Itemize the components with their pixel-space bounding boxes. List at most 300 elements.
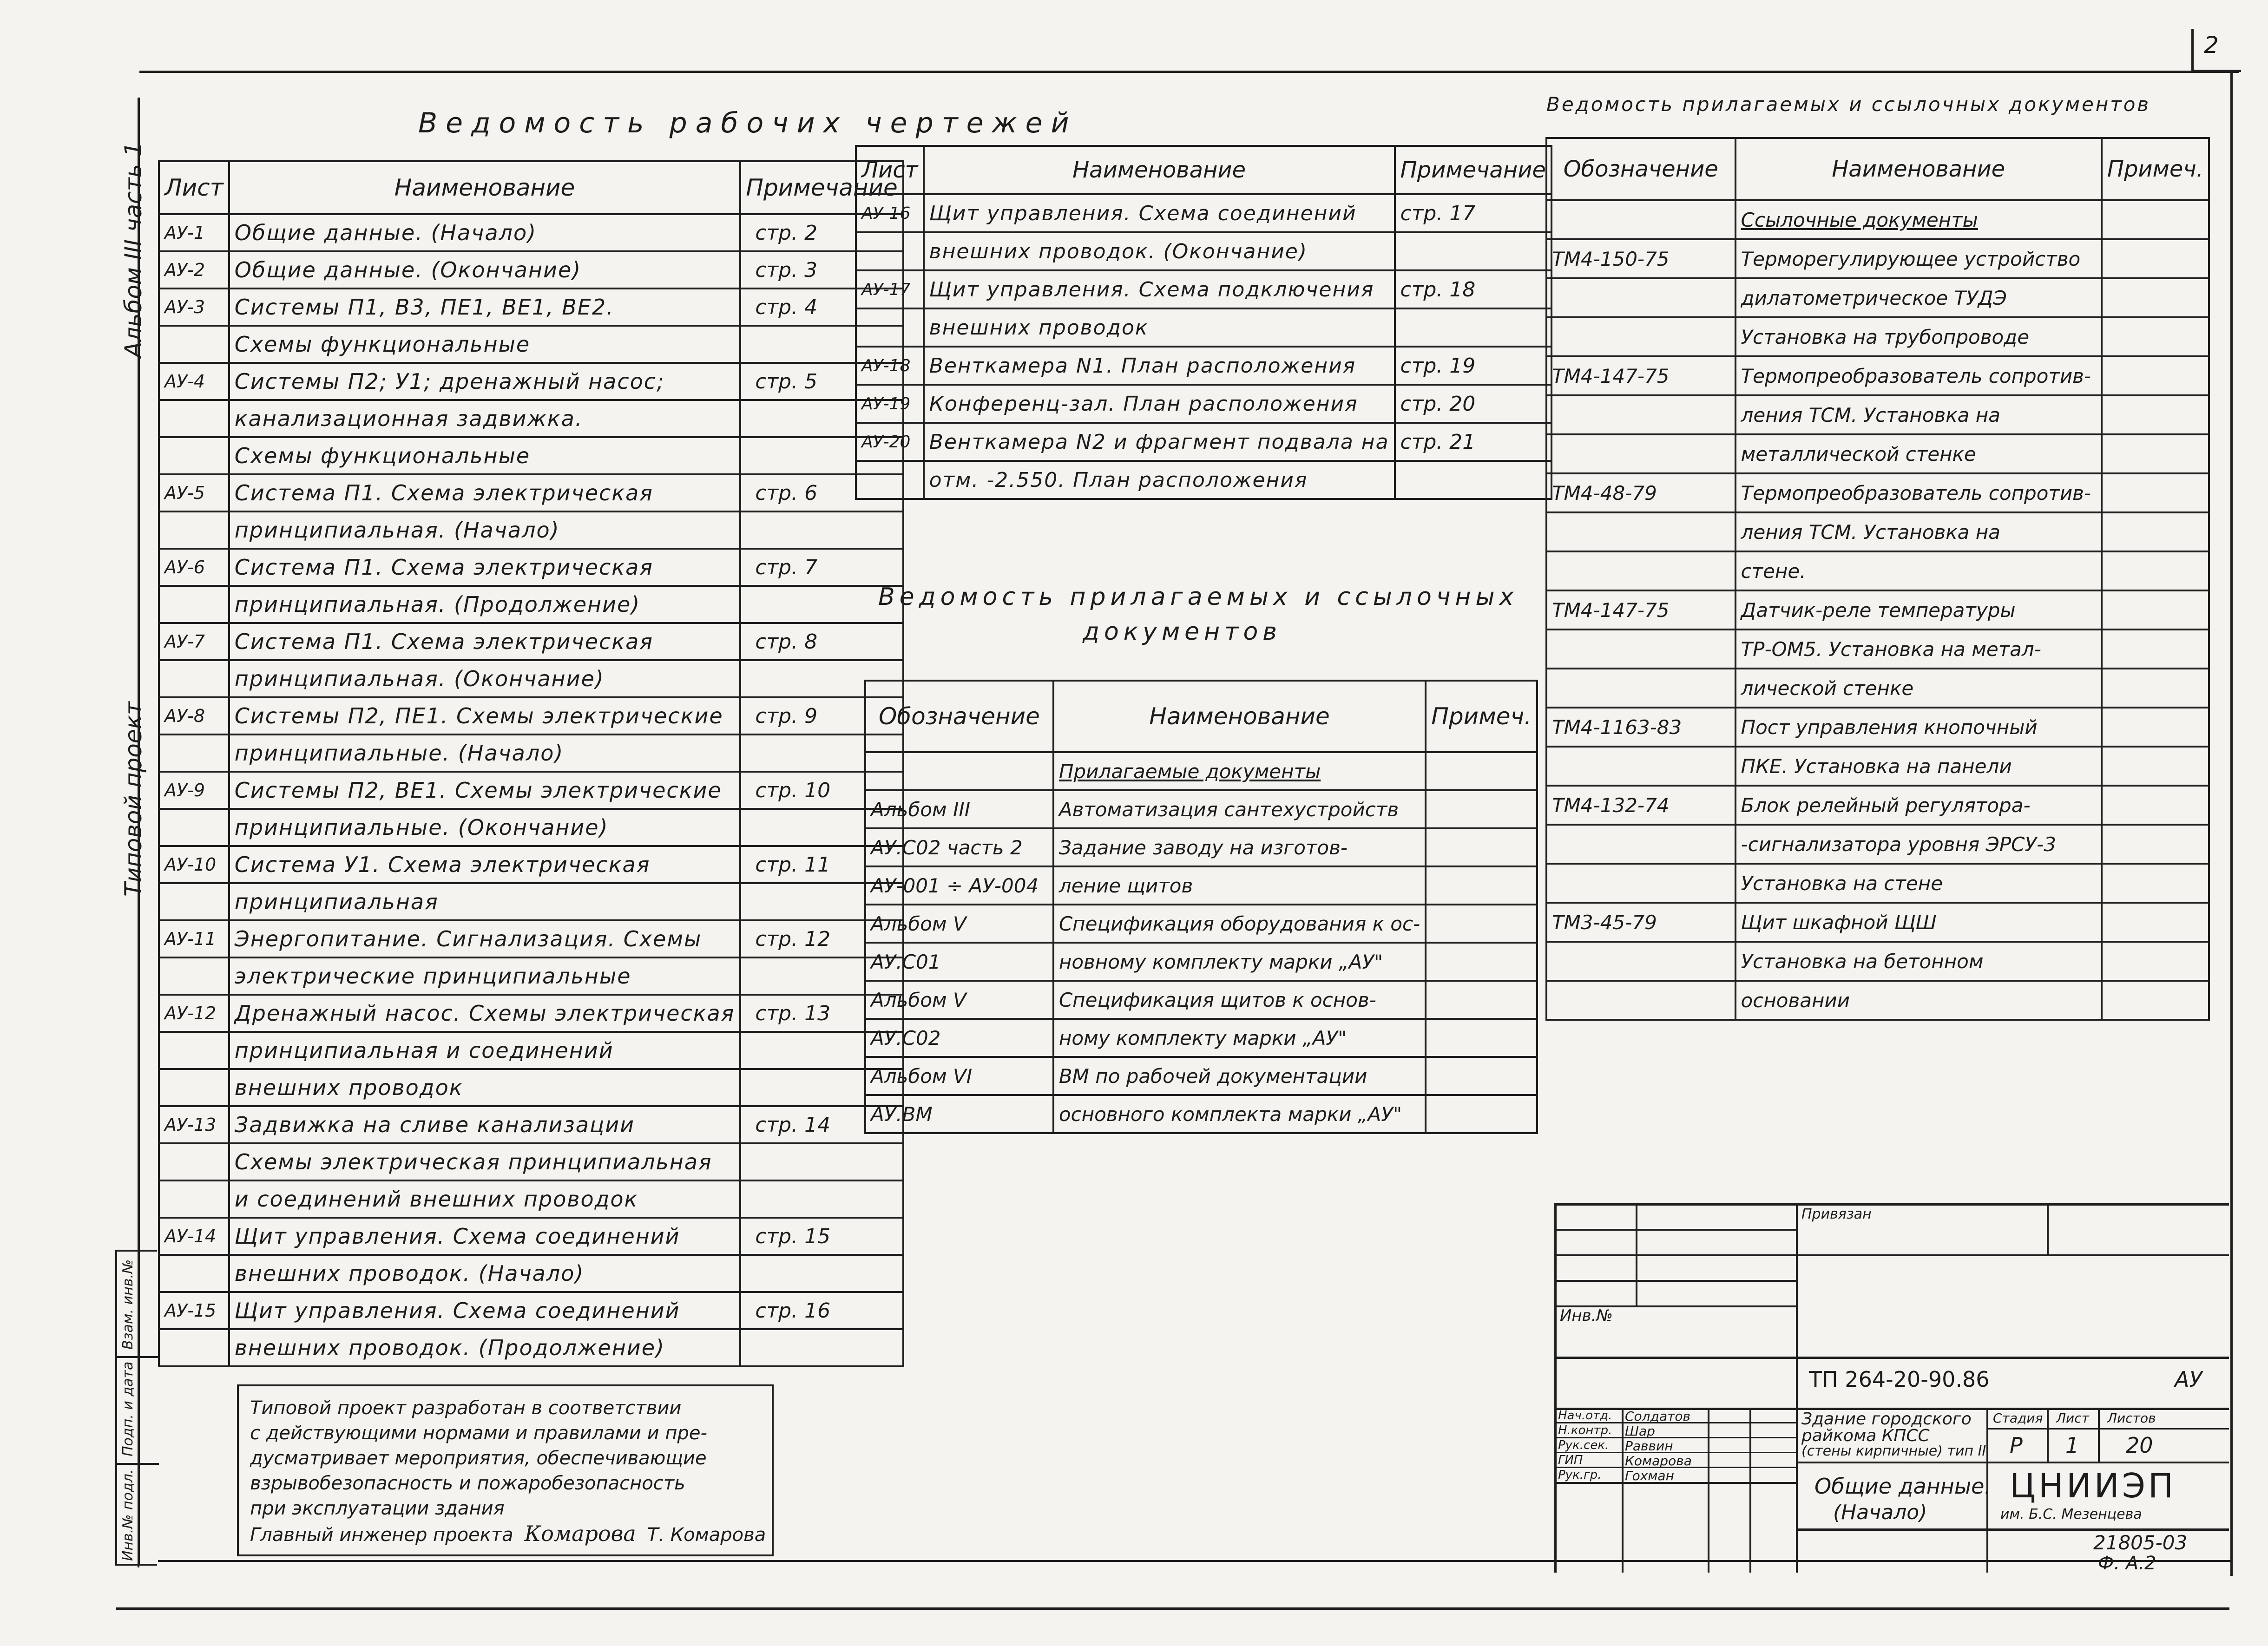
note-cell [2102,747,2209,786]
name-cell: Общие данные. (Начало) [229,214,741,251]
sheet-cell: АУ-6 [159,549,229,586]
name-cell: Дренажный насос. Схемы электрическая [229,995,741,1032]
note-cell [740,586,903,623]
sheet-cell: АУ-19 [856,385,924,423]
sheet-cell: АУ-2 [159,251,229,289]
note-line: дусматривает мероприятия, обеспечивающие [250,1448,707,1469]
drawings-title: Ведомость рабочих чертежей [418,107,1078,139]
role-gip: ГИП [1558,1453,1583,1467]
note-cell [1426,1057,1537,1095]
side-strip-replace: Взам. инв.№ [120,1259,136,1350]
note-cell [2102,278,2209,317]
note-cell [1426,866,1537,905]
col-note: Примеч. [1426,681,1537,752]
name-cell: Системы П2; У1; дренажный насос; [229,363,741,400]
table-row [1546,551,2209,590]
name-cell: внешних проводок [924,308,1395,347]
table-row [1546,512,2209,551]
note-cell [1426,1019,1537,1057]
table-row [159,437,903,474]
note-cell [2102,200,2209,239]
name-cell: ления ТСМ. Установка на [1736,395,2102,434]
note-line: при эксплуатации здания [250,1498,505,1519]
table-row [159,957,903,995]
code-cell [1546,669,1736,708]
table-row [159,1218,903,1255]
name-cell: Прилагаемые документы [1053,752,1426,790]
name-cell: металлической стенке [1736,434,2102,473]
note-cell [740,1329,903,1366]
code-cell [1546,630,1736,669]
sheet-cell: АУ-15 [159,1292,229,1329]
note-cell [740,1143,903,1180]
table-row [1546,473,2209,512]
name-cell: Система П1. Схема электрическая [229,549,741,586]
code-cell [1546,317,1736,356]
attached-docs-table [864,680,1538,1134]
name-cell: Щит управления. Схема соединений [229,1218,741,1255]
table-row [159,289,903,326]
note-cell [1395,461,1551,499]
table-row [159,623,903,660]
name-cell: Щит управления. Схема подключения [924,270,1395,308]
note-cell [2102,786,2209,825]
stage-label: Стадия [1993,1410,2043,1426]
project-note [237,1384,774,1556]
sheet-cell [159,1069,229,1106]
table-row [865,828,1537,866]
sheet-format: Ф. А.2 [2098,1553,2156,1574]
drawings-table-right [855,145,1552,500]
note-cell: стр. 2 [740,214,903,251]
name-cell: внешних проводок. (Окончание) [924,232,1395,270]
note-cell: стр. 6 [740,474,903,512]
table-row [1546,317,2209,356]
note-cell: стр. 7 [740,549,903,586]
sheet-title-line-1: Общие данные. [1814,1474,1992,1499]
table-row [865,866,1537,905]
note-cell: стр. 21 [1395,423,1551,461]
table-row [1546,395,2209,434]
note-cell [1426,790,1537,828]
table-row [856,270,1551,308]
note-cell: стр. 12 [740,920,903,957]
code-cell: АУ.ВМ [865,1095,1053,1133]
name-cell: стене. [1736,551,2102,590]
table-row [159,809,903,846]
name-cell: принципиальная и соединений [229,1032,741,1069]
sheet-cell [159,1143,229,1180]
table-row [865,981,1537,1019]
sheet-cell [159,1032,229,1069]
name-cell: внешних проводок. (Начало) [229,1255,741,1292]
col-code: Обозначение [865,681,1053,752]
name-cell: Терморегулирующее устройство [1736,239,2102,278]
table-row [865,790,1537,828]
name-group: Гохман [1625,1468,1674,1483]
name-gip: Комарова [1625,1453,1692,1469]
table-row [159,1329,903,1366]
name-cell: Конференц-зал. План расположения [924,385,1395,423]
name-cell: Система П1. Схема электрическая [229,474,741,512]
note-cell: стр. 16 [740,1292,903,1329]
table-row [865,752,1537,790]
table-row [1546,747,2209,786]
drawings-table-left [158,160,904,1367]
name-cell: Венткамера N2 и фрагмент подвала на [924,423,1395,461]
name-cell: принципиальные. (Начало) [229,734,741,772]
table-row [856,347,1551,385]
name-cell: Венткамера N1. План расположения [924,347,1395,385]
note-cell: стр. 5 [740,363,903,400]
table-row [159,214,903,251]
table-row [159,1143,903,1180]
code-cell: Альбом VI [865,1057,1053,1095]
sheet-cell [159,326,229,363]
note-cell [2102,317,2209,356]
sheet-cell [856,308,924,347]
code-cell [1546,395,1736,434]
table-row [159,1255,903,1292]
sheet-cell: АУ-3 [159,289,229,326]
note-cell: стр. 3 [740,251,903,289]
name-cell: лической стенке [1736,669,2102,708]
note-cell [2102,825,2209,864]
note-cell: стр. 18 [1395,270,1551,308]
name-cell: Установка на бетонном [1736,942,2102,981]
name-cell: внешних проводок [229,1069,741,1106]
name-cell: -сигнализатора уровня ЭРСУ-3 [1736,825,2102,864]
code-cell: ТМ4-48-79 [1546,473,1736,512]
sheet-cell [159,437,229,474]
role-section: Рук.сек. [1558,1438,1609,1452]
name-cell: Щит шкафной ЩШ [1736,903,2102,942]
name-cell: Пост управления кнопочный [1736,708,2102,747]
table-row [159,1292,903,1329]
table-row [1546,434,2209,473]
name-section: Раввин [1625,1438,1673,1454]
sheet-cell [159,1180,229,1218]
table-row [159,772,903,809]
reference-docs-table [1545,137,2210,1021]
code-cell [1546,864,1736,903]
sheet-cell: АУ-16 [856,194,924,232]
page-number: 2 [2204,32,2219,59]
project-code: ТП 264-20-90.86 [1809,1367,1990,1392]
note-cell [1426,943,1537,981]
sheet-title-line-2: (Начало) [1833,1501,1927,1524]
note-cell [1426,905,1537,943]
stage-value: Р [2010,1433,2023,1458]
sheets-label: Листов [2107,1410,2156,1426]
refs-title-line2: документов [1083,618,1282,646]
table-row [1546,708,2209,747]
name-cell: Системы П2, ВЕ1. Схемы электрические [229,772,741,809]
sheet-cell: АУ-4 [159,363,229,400]
table-row [159,846,903,883]
name-cell: Задвижка на сливе канализации [229,1106,741,1143]
sheet-cell: АУ-8 [159,697,229,734]
table-header [1546,138,2209,200]
name-cell: Спецификация щитов к основ- [1053,981,1426,1019]
name-cell: Щит управления. Схема соединений [924,194,1395,232]
note-cell [2102,551,2209,590]
table-row [1546,903,2209,942]
sheet-label: Лист [2056,1410,2089,1426]
name-cell: и соединений внешних проводок [229,1180,741,1218]
note-cell: стр. 8 [740,623,903,660]
table-header [856,146,1551,194]
note-cell: стр. 13 [740,995,903,1032]
frame-top [139,71,2239,73]
code-cell: ТМ4-150-75 [1546,239,1736,278]
name-cell: ному комплекту марки „АУ" [1053,1019,1426,1057]
note-cell [1426,752,1537,790]
attached-label: Привязан [1801,1206,1872,1222]
table-row [159,995,903,1032]
col-name: Наименование [924,146,1395,194]
name-cell: отм. -2.550. План расположения [924,461,1395,499]
code-cell: АУ-001 ÷ АУ-004 [865,866,1053,905]
table-row [1546,630,2209,669]
table-row [159,1032,903,1069]
sheet-cell [159,400,229,437]
name-cell: электрические принципиальные [229,957,741,995]
table-row [1546,981,2209,1020]
name-cell: Схемы функциональные [229,326,741,363]
name-cell: ления ТСМ. Установка на [1736,512,2102,551]
table-row [865,1019,1537,1057]
code-cell: ТМ4-132-74 [1546,786,1736,825]
header-right-title: Ведомость прилагаемых и ссылочных документов [1546,93,2151,116]
code-cell: Альбом III [865,790,1053,828]
table-row [865,905,1537,943]
name-cell: основного комплекта марки „АУ" [1053,1095,1426,1133]
sheet-cell: АУ-17 [856,270,924,308]
sheet-cell [159,809,229,846]
table-row [865,1057,1537,1095]
note-cell [2102,669,2209,708]
note-cell [740,1255,903,1292]
table-row [159,920,903,957]
table-row [159,734,903,772]
sheet-cell [159,1255,229,1292]
code-cell [1546,747,1736,786]
note-cell: стр. 14 [740,1106,903,1143]
name-cell: Система У1. Схема электрическая [229,846,741,883]
table-row [159,1106,903,1143]
code-cell: ТМ3-45-79 [1546,903,1736,942]
sheet-cell: АУ-9 [159,772,229,809]
name-cell: ПКЕ. Установка на панели [1736,747,2102,786]
table-row [856,385,1551,423]
side-strip-inv: Инв.№ подл. [120,1469,136,1561]
side-strip-sign: Подп. и дата [120,1361,136,1456]
note-cell [2102,239,2209,278]
table-row [1546,278,2209,317]
col-note: Примечание [740,161,903,214]
sheet-cell [159,586,229,623]
sheet-cell [159,957,229,995]
name-cell: Термопреобразователь сопротив- [1736,356,2102,395]
side-project-label: Типовой проект [120,702,147,897]
table-row [1546,239,2209,278]
note-cell [2102,981,2209,1020]
note-cell [1426,828,1537,866]
table-row [856,423,1551,461]
name-cell: ВМ по рабочей документации [1053,1057,1426,1095]
note-cell [2102,473,2209,512]
name-cell: Энергопитание. Сигнализация. Схемы [229,920,741,957]
table-row [1546,864,2209,903]
name-cell: Ссылочные документы [1736,200,2102,239]
note-cell: стр. 20 [1395,385,1551,423]
note-cell: стр. 9 [740,697,903,734]
code-cell [865,752,1053,790]
table-row [159,363,903,400]
col-name: Наименование [229,161,741,214]
name-cell: Системы П1, В3, ПЕ1, ВЕ1, ВЕ2. [229,289,741,326]
object-line-1: Здание городского [1801,1410,1972,1429]
note-cell: стр. 10 [740,772,903,809]
chief-engineer-signature: Комарова [524,1521,636,1546]
table-header [159,161,903,214]
frame-bottom [116,1607,2229,1610]
table-row [1546,825,2209,864]
name-cell: принципиальная. (Окончание) [229,660,741,697]
table-row [159,1069,903,1106]
name-cell: Общие данные. (Окончание) [229,251,741,289]
name-cell: ление щитов [1053,866,1426,905]
sheet-cell [159,734,229,772]
sheet-cell [159,1329,229,1366]
title-block [1554,1203,2229,1573]
code-cell [1546,200,1736,239]
col-name: Наименование [1053,681,1426,752]
table-row [159,400,903,437]
name-cell: канализационная задвижка. [229,400,741,437]
table-row [1546,200,2209,239]
name-cell: Задание заводу на изготов- [1053,828,1426,866]
code-cell [1546,551,1736,590]
name-cell: принципиальные. (Окончание) [229,809,741,846]
note-cell: стр. 4 [740,289,903,326]
table-header [865,681,1537,752]
chief-engineer-name: Т. Комарова [647,1524,766,1546]
sheet-cell [159,660,229,697]
refs-title-line1: Ведомость прилагаемых и ссылочных [878,583,1519,611]
sheet-cell: АУ-12 [159,995,229,1032]
name-cell: Схемы электрическая принципиальная [229,1143,741,1180]
name-cell: Система П1. Схема электрическая [229,623,741,660]
sheet-cell [159,883,229,920]
name-cell: дилатометрическое ТУДЭ [1736,278,2102,317]
col-sheet: Лист [159,161,229,214]
note-cell [2102,590,2209,630]
sheet-cell: АУ-7 [159,623,229,660]
name-cell: Термопреобразователь сопротив- [1736,473,2102,512]
name-cell: внешних проводок. (Продолжение) [229,1329,741,1366]
note-cell: стр. 11 [740,846,903,883]
note-cell [2102,395,2209,434]
name-cell: новному комплекту марки „АУ" [1053,943,1426,981]
sheet-value: 1 [2065,1433,2079,1458]
note-line: Типовой проект разработан в соответствии [250,1397,682,1419]
role-head: Нач.отд. [1558,1409,1612,1423]
code-cell: АУ.С01 [865,943,1053,981]
col-name: Наименование [1736,138,2102,200]
name-cell: ТР-ОМ5. Установка на метал- [1736,630,2102,669]
role-norm: Н.контр. [1558,1423,1612,1437]
chief-engineer-label: Главный инженер проекта [250,1524,513,1546]
code-cell [1546,825,1736,864]
sheet-cell: АУ-20 [856,423,924,461]
code-cell [1546,278,1736,317]
name-norm: Шар [1625,1423,1655,1439]
side-album-label: Альбом III часть 1 [120,142,147,358]
note-cell [2102,708,2209,747]
table-row [1546,786,2209,825]
code-cell: ТМ4-147-75 [1546,356,1736,395]
note-cell [2102,942,2209,981]
org-name: ЦНИИЭП [2010,1466,2176,1505]
note-cell [1426,1095,1537,1133]
name-head: Солдатов [1625,1409,1691,1424]
name-cell: основании [1736,981,2102,1020]
note-cell [740,512,903,549]
col-sheet: Лист [856,146,924,194]
name-cell: принципиальная. (Продолжение) [229,586,741,623]
name-cell: Щит управления. Схема соединений [229,1292,741,1329]
sheet-cell: АУ-1 [159,214,229,251]
note-cell [2102,512,2209,551]
name-cell: Схемы функциональные [229,437,741,474]
page-number-box [2191,29,2241,72]
table-row [1546,590,2209,630]
note-cell [2102,630,2209,669]
table-row [856,232,1551,270]
table-row [856,308,1551,347]
drawing-mark: АУ [2175,1367,2202,1392]
org-subname: им. Б.С. Мезенцева [2000,1506,2142,1522]
name-cell: принципиальная. (Начало) [229,512,741,549]
name-cell: принципиальная [229,883,741,920]
sheet-cell: АУ-10 [159,846,229,883]
table-row [865,943,1537,981]
role-group: Рук.гр. [1558,1468,1602,1482]
name-cell: Установка на трубопроводе [1736,317,2102,356]
code-cell: ТМ4-147-75 [1546,590,1736,630]
note-cell [2102,864,2209,903]
name-cell: Автоматизация сантехустройств [1053,790,1426,828]
table-row [865,1095,1537,1133]
object-line-3: (стены кирпичные) тип II [1801,1443,1986,1459]
sheet-cell: АУ-14 [159,1218,229,1255]
name-cell: Системы П2, ПЕ1. Схемы электрические [229,697,741,734]
sheet-cell [856,232,924,270]
name-cell: Установка на стене [1736,864,2102,903]
note-cell: стр. 15 [740,1218,903,1255]
inv-no-label: Инв.№ [1560,1306,1613,1325]
sheet-cell: АУ-18 [856,347,924,385]
name-cell: Блок релейный регулятора- [1736,786,2102,825]
note-cell [2102,434,2209,473]
table-row [159,474,903,512]
name-cell: Датчик-реле температуры [1736,590,2102,630]
note-cell [1395,308,1551,347]
note-line: с действующими нормами и правилами и пре- [250,1423,707,1444]
table-row [159,883,903,920]
